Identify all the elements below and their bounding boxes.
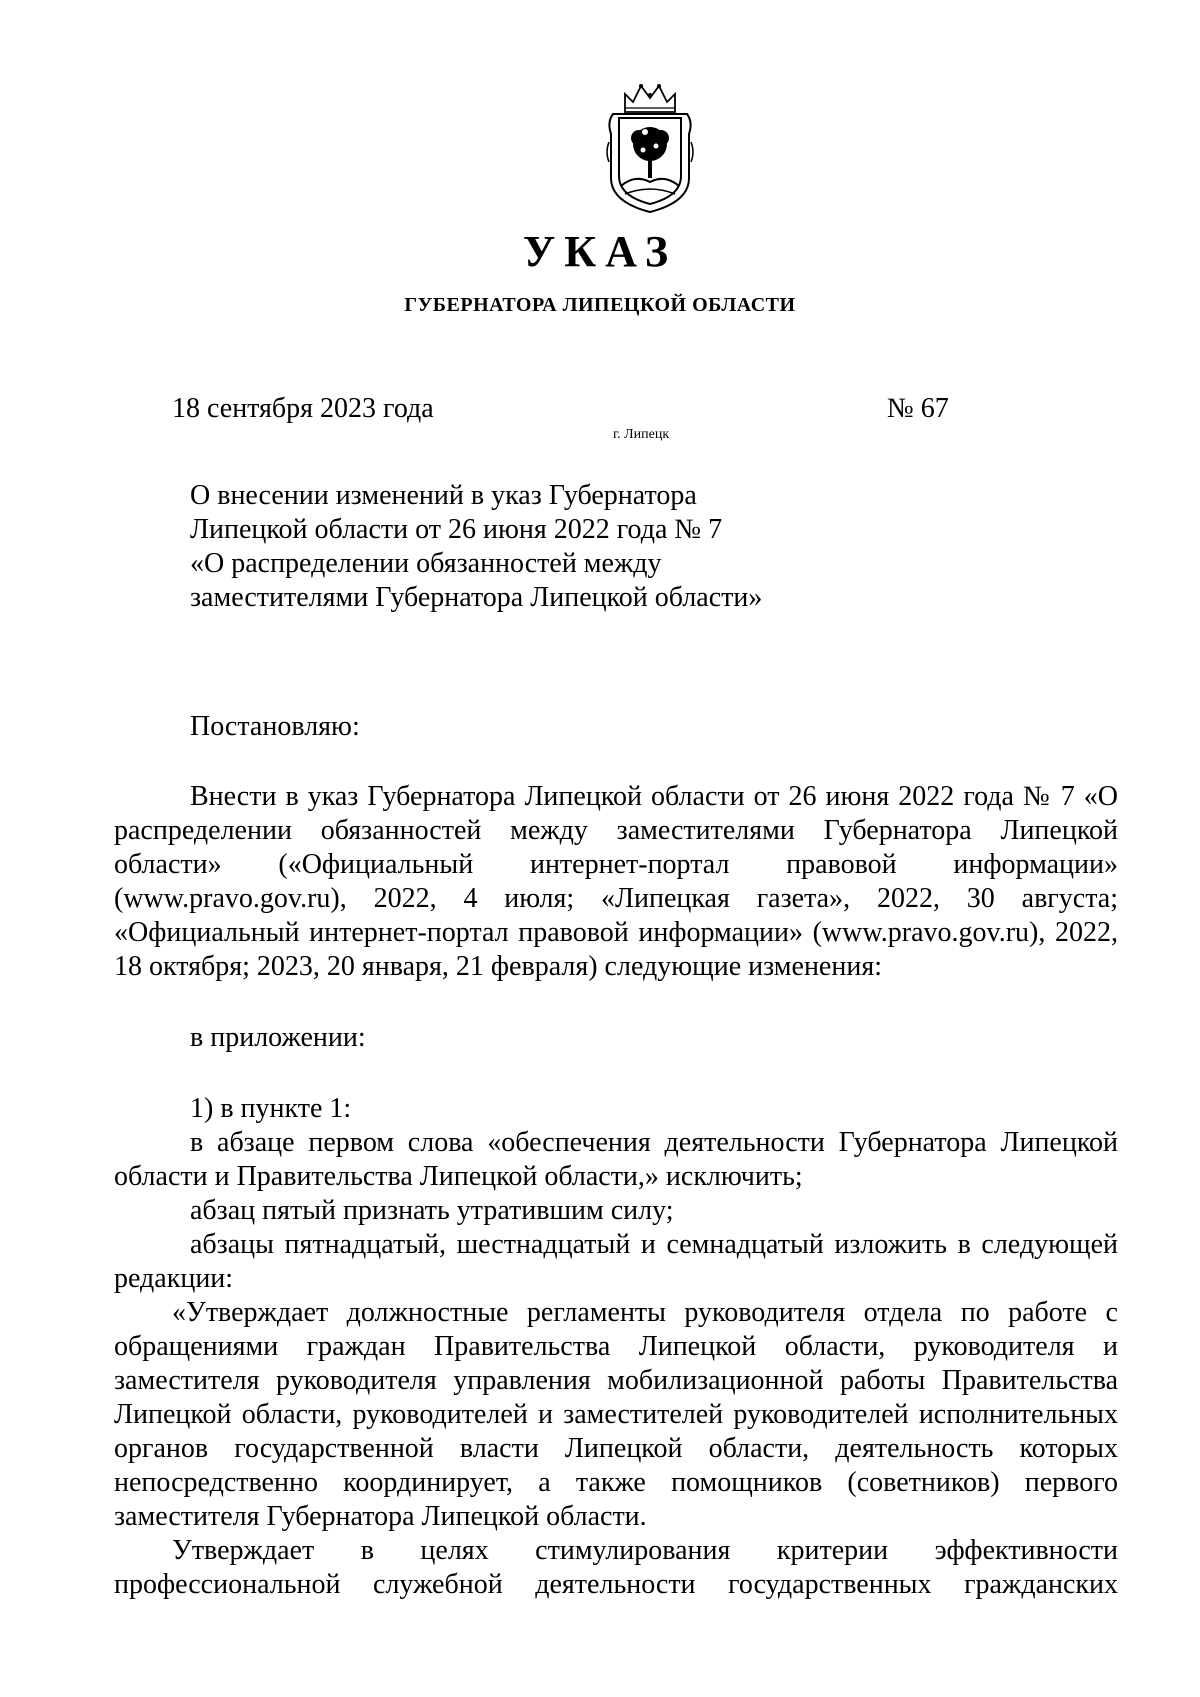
heading-line: О внесении изменений в указ Губернатора [190, 480, 697, 511]
item-1: 1) в пункте 1: [190, 1093, 352, 1124]
document-city: г. Липецк [613, 427, 670, 442]
paragraph: абзацы пятнадцатый, шестнадцатый и семнадцатый изложить в следующей редакции: [114, 1229, 1118, 1294]
resolve-paragraph: Постановляю: [190, 711, 360, 742]
document-title: УКАЗ [522, 227, 678, 276]
heading-line: «О распределении обязанностей между [190, 548, 662, 579]
paragraph: в абзаце первом слова «обеспечения деятельности Губернатора Липецкой области и Правительства Липецкой области,» исключить; [114, 1127, 1118, 1192]
document-subtitle: ГУБЕРНАТОРА ЛИПЕЦКОЙ ОБЛАСТИ [404, 294, 796, 316]
document-number: № 67 [887, 393, 949, 424]
intro-paragraph: Внести в указ Губернатора Липецкой области от 26 июня 2022 года № 7 «О распределении обязанностей между заместителями Губернатора Липецкой области» («Официальный интернет-портал правовой информации» (www.pravo.gov.ru), 2022, 4 июля; «Липецкая газета», 2022, 30 августа; «Официальный интернет-портал правовой информации» (www.pravo.gov.ru), 2022, 18 октября; 2023, 20 января, 21 февраля) следующие изменения: [114, 781, 1118, 982]
heading-line: заместителями Губернатора Липецкой области» [190, 582, 763, 613]
quote-paragraph: «Утверждает должностные регламенты руководителя отдела по работе с обращениями граждан Правительства Липецкой области, руководителя и заместителя руководителя управления мобилизационной работы Правительства Липецкой области, руководителей и заместителей руководителей исполнительных органов государственной власти Липецкой области, деятельность которых непосредственно координирует, а также помощников (советников) первого заместителя Губернатора Липецкой области. [114, 1297, 1118, 1532]
appendix-paragraph: в приложении: [190, 1022, 366, 1053]
document-date: 18 сентября 2023 года [172, 393, 434, 424]
heading-line: Липецкой области от 26 июня 2022 года № 7 [190, 514, 723, 545]
quote-paragraph: Утверждает в целях стимулирования критерии эффективности профессиональной служебной деятельности государственных гражданских [114, 1535, 1118, 1600]
coat-of-arms-icon [603, 82, 697, 214]
paragraph: абзац пятый признать утратившим силу; [190, 1195, 674, 1226]
document-body [114, 710, 1118, 1602]
document-heading [190, 479, 762, 615]
